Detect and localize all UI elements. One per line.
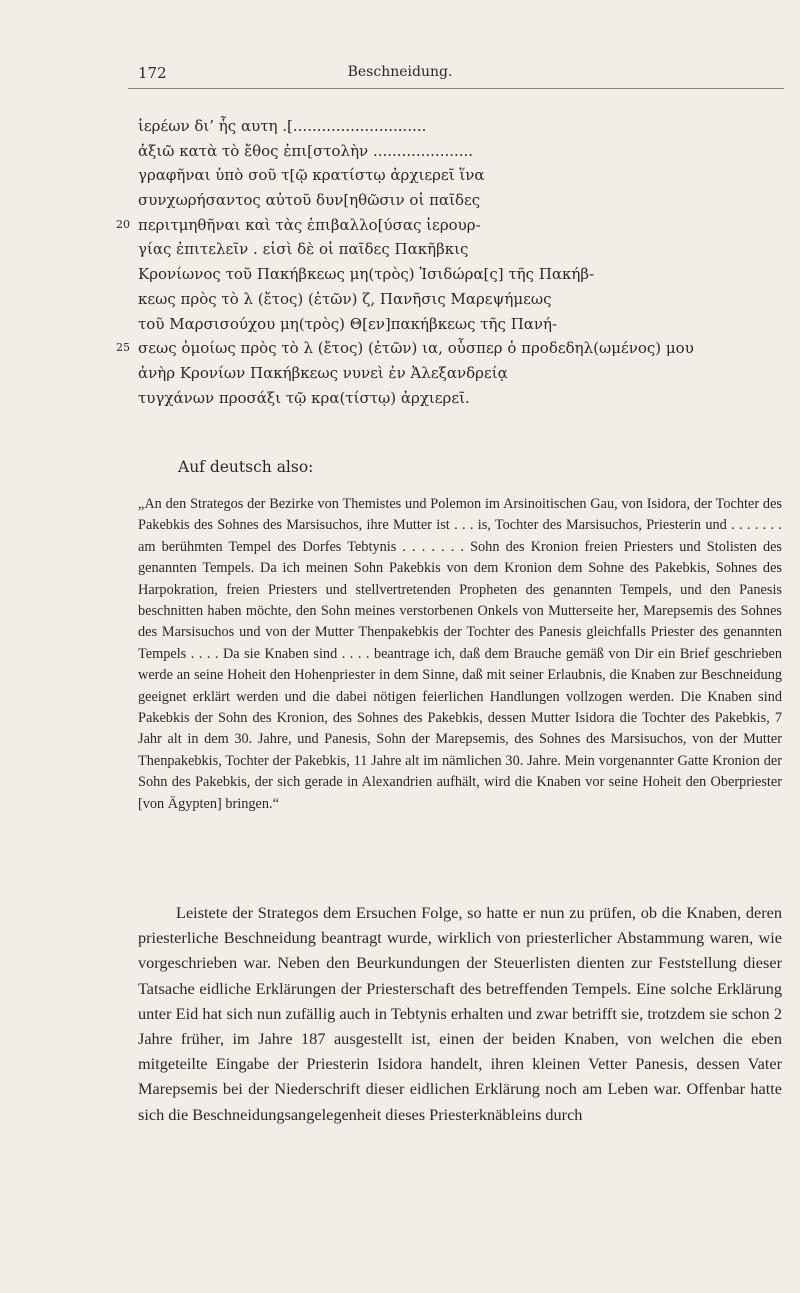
greek-line-text: τοῦ Μαρσισούχου μη(τρὸς) Θ[εν]πακήβκεως τῆς Πανή-	[138, 314, 558, 333]
greek-line	[138, 262, 788, 287]
greek-line	[138, 114, 788, 139]
greek-line	[138, 386, 788, 411]
greek-line-text: ἀνὴρ Κρονίων Πακήβκεως νυνεὶ ἐν Ἀλεξανδρείᾳ	[138, 363, 508, 382]
greek-line	[116, 213, 788, 238]
greek-line	[138, 361, 788, 386]
page-number: 172	[138, 64, 167, 82]
greek-line-text: ἀξιῶ κατὰ τὸ ἔθος ἐπι[στολὴν .....................	[138, 141, 474, 160]
greek-line-text: συνχωρήσαντος αὐτοῦ δυν[ηθῶσιν οἱ παῖδες	[138, 191, 481, 210]
greek-line	[138, 163, 788, 188]
greek-line-text: ἱερέων δι’ ἧς αυτη .[............................	[138, 117, 427, 135]
greek-line	[138, 237, 788, 262]
greek-text-block	[116, 114, 788, 410]
greek-line-text: κεως πρὸς τὸ λ (ἔτος) (ἐτῶν) ζ, Πανῆσις Μαρεψήμεως	[138, 289, 552, 308]
greek-line-text: περιτμηθῆναι καὶ τὰς ἐπιβαλλο[ύσας ἱερουρ-	[138, 215, 481, 234]
greek-line	[138, 287, 788, 312]
translation-intro: Auf deutsch also:	[178, 458, 314, 476]
line-number: 20	[116, 217, 130, 231]
greek-line-text: σεως ὁμοίως πρὸς τὸ λ (ἔτος) (ἐτῶν) ια, οὗσπερ ὁ προδεδηλ(ωμένος) μου	[138, 339, 694, 358]
running-title: Beschneidung.	[347, 64, 453, 80]
greek-line-text: Κρονίωνος τοῦ Πακήβκεως μη(τρὸς) Ἰσιδώρα[ς] τῆς Πακήβ-	[138, 265, 595, 284]
greek-line-text: γίας ἐπιτελεῖν . εἰσὶ δὲ οἱ παῖδες Πακῆβκις	[138, 240, 469, 259]
greek-line-text: γραφῆναι ὑπὸ σοῦ τ[ῷ κρατίστῳ ἀρχιερεῖ ἵνα	[138, 166, 485, 185]
greek-line	[138, 312, 788, 337]
greek-line	[138, 188, 788, 213]
line-number: 25	[116, 341, 130, 355]
body-paragraph: Leistete der Strategos dem Ersuchen Folge, so hatte er nun zu prüfen, ob die Knaben, deren priesterliche Beschneidung beantragt wurde, wirklich von priesterlicher Abstammung waren, wie vorgeschrieben war. Neben den Beurkundungen der Steuerlisten dienten zur Feststellung dieser Tatsache eidliche Erklärungen der Priesterschaft des betreffenden Tempels. Eine solche Erklärung unter Eid hat sich nun zufällig auch in Tebtynis erhalten und zwar betrifft sie, trotzdem sie schon 2 Jahre früher, im Jahre 187 ausgestellt ist, einen der beiden Knaben, von welchen die eben mitgeteilte Eingabe der Priesterin Isidora handelt, ihren kleinen Vetter Panesis, dessen Vater Marepsemis bei der Niederschrift dieser eidlichen Erklärung noch am Leben war. Offenbar hatte sich die Beschneidungsangelegenheit dieses Priesterknäbleins durch	[138, 903, 782, 1124]
german-translation-paragraph: „An den Strategos der Bezirke von Themistes und Polemon im Arsinoitischen Gau, von Isidora, der Tochter des Pakebkis des Sohnes des Marsisuchos, ihre Mutter ist . . . is, Tochter des Marsisuchos, Priesterin und . . . . . . . am berühmten Tempel des Dorfes Tebtynis . . . . . . . Sohn des Kronion freien Priesters und Stolisten des genannten Tempels. Da ich meinen Sohn Pakebkis von dem Kronion dem Sohne des Pakebkis, Sohnes des Harpokration, freien Priesters und stellvertretenden Propheten des genannten Tempels, und den Panesis beschnitten haben möchte, den Sohn meines verstorbenen Onkels von Mutterseite her, Marepsemis des Sohnes des Marsisuchos und von der Mutter Thenpakebkis der Tochter des Panesis gleichfalls Priester des genannten Tempels . . . . Da sie Knaben sind . . . . beantrage ich, daß dem Brauche gemäß von Dir ein Brief geschrieben werde an seine Hoheit den Hohenpriester in dem Sinne, daß mit seiner Erlaubnis, die Knaben zur Beschneidung geeignet erklärt werden und die dabei nötigen feierlichen Handlungen vollzogen werden. Die Knaben sind Pakebkis der Sohn des Kronion, des Sohnes des Pakebkis, dessen Mutter Isidora die Tochter des Pakebkis, 7 Jahr alt in dem 30. Jahre, und Panesis, Sohn der Marepsemis, des Sohnes des Marsisuchos, von der Mutter Thenpakebkis, Tochter der Pakebkis, 11 Jahre alt im nämlichen 30. Jahre. Mein vorgenannter Gatte Kronion der Sohn des Pakebkis, der sich gerade in Alexandrien aufhält, wird die Knaben vor seine Hoheit den Oberpriester [von Ägypten] bringen.“	[138, 496, 782, 812]
greek-line	[138, 139, 788, 164]
greek-line-text: τυγχάνων προσάξι τῷ κρα(τίστῳ) ἀρχιερεῖ.	[138, 388, 470, 407]
header-rule	[128, 88, 784, 89]
greek-line	[116, 336, 788, 361]
